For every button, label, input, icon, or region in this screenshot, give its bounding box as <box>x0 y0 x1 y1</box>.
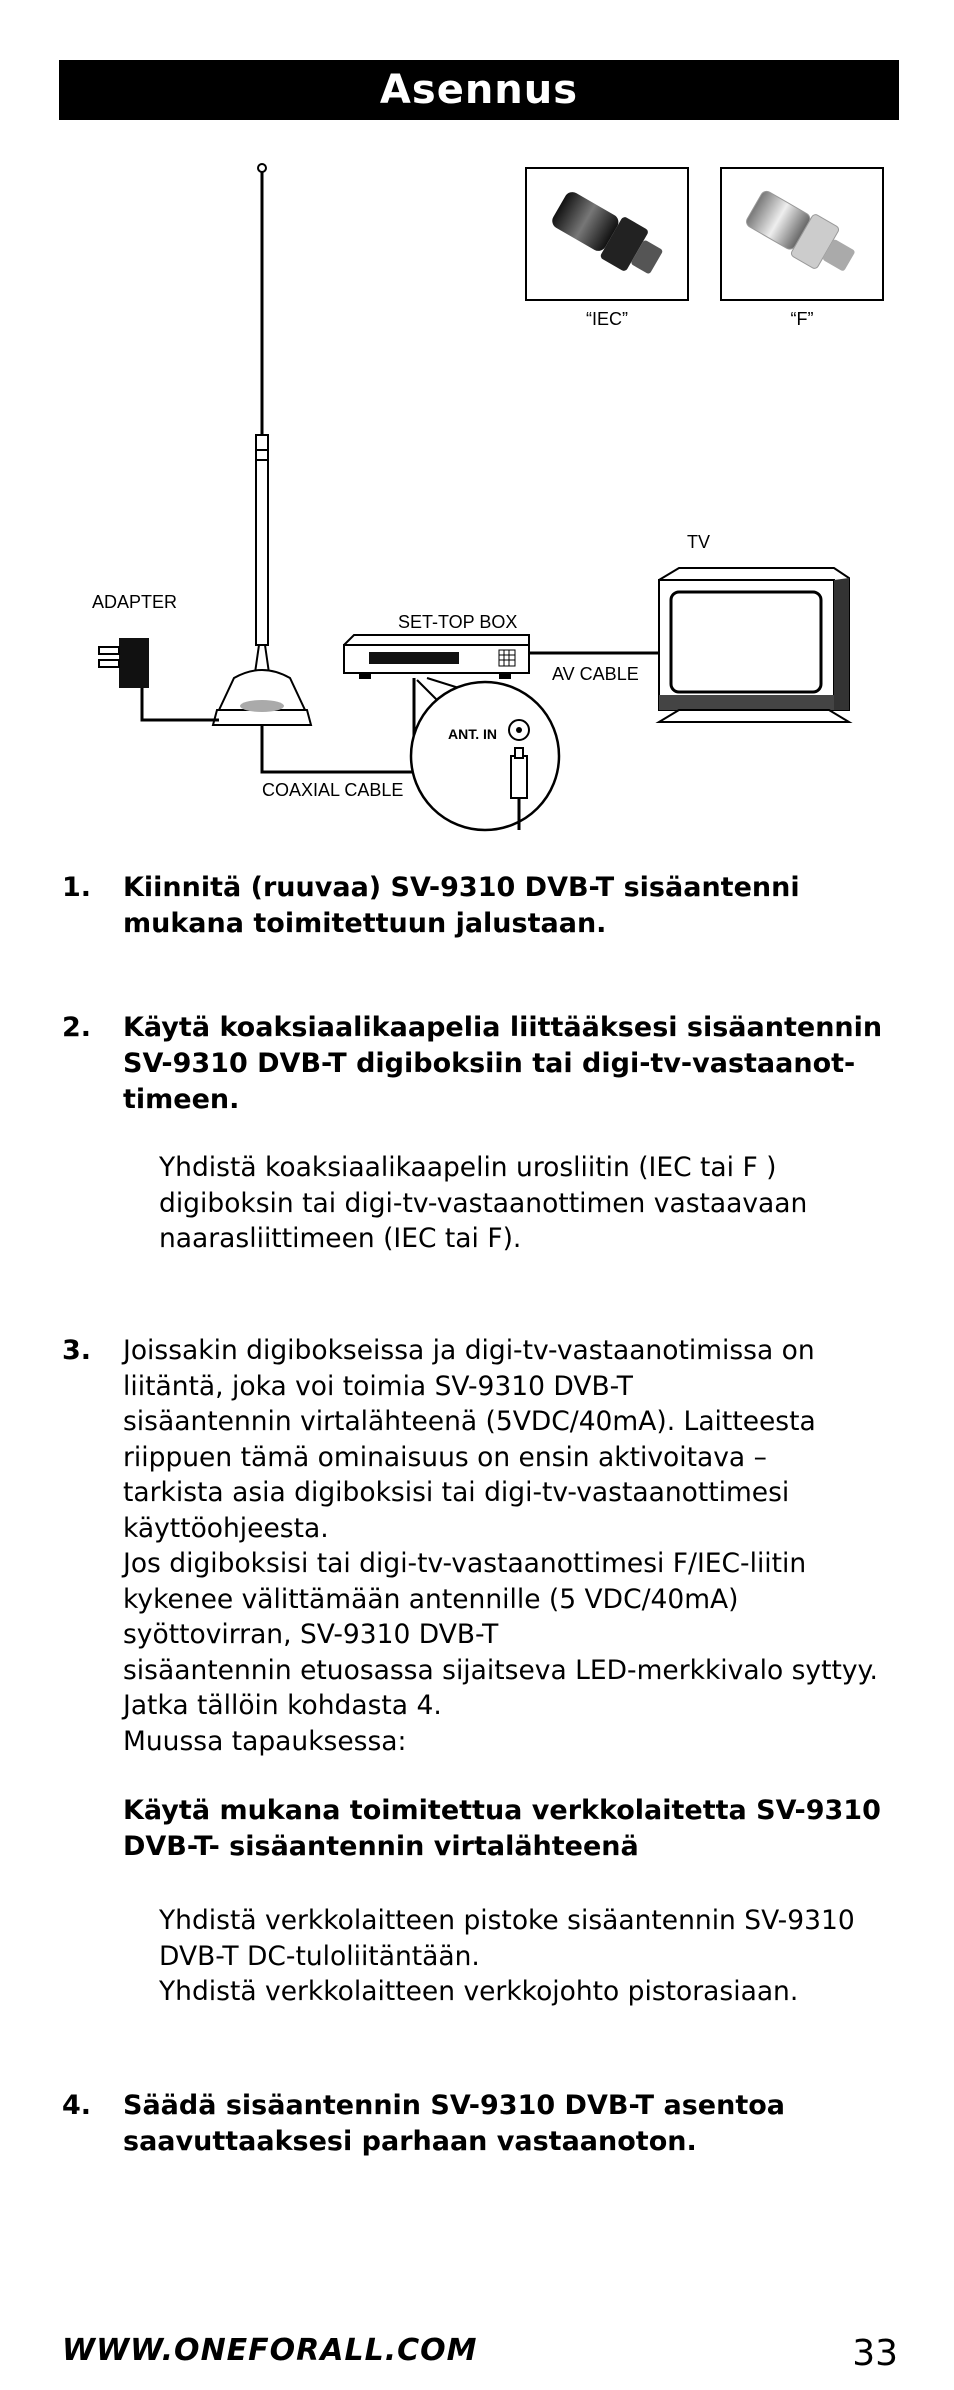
iec-label: “IEC” <box>586 309 628 329</box>
step-instruction: Yhdistä koaksiaalikaapelin urosliitin (IEC tai F ) digiboksin tai digi-tv-vastaanottimen vastaavaan naarasliittimeen (IEC tai F). <box>159 1152 808 1254</box>
ant-in-callout <box>411 678 559 830</box>
iec-connector-image <box>526 168 688 300</box>
set-top-box-label: SET-TOP BOX <box>398 612 518 632</box>
step-heading: Käytä koaksiaalikaapelia liittääksesi sisäantennin SV-9310 DVB-T digiboksiin tai digi-tv-vastaanot-timeen. <box>123 1012 883 1115</box>
tv-label: TV <box>687 532 711 552</box>
f-label: “F” <box>790 309 814 329</box>
step-subheading: Käytä mukana toimitettua verkkolaitetta SV-9310 DVB-T- sisäantennin virtalähteenä <box>123 1795 881 1862</box>
av-cable-label: AV CABLE <box>552 664 639 684</box>
step-instruction: Yhdistä verkkolaitteen pistoke sisäantennin SV-9310 DVB-T DC-tuloliitäntään. Yhdistä verkkolaitteen verkkojohto pistorasiaan. <box>159 1905 855 2007</box>
step-number: 4. <box>62 2090 92 2121</box>
adapter-label: ADAPTER <box>92 592 178 612</box>
step-number: 3. <box>62 1335 92 1366</box>
step-heading: Kiinnitä (ruuvaa) SV-9310 DVB-T sisäantenni mukana toimitettuun jalustaan. <box>123 872 800 939</box>
step-body: Joissakin digibokseissa ja digi-tv-vastaanotimissa on liitäntä, joka voi toimia SV-9310 DVB-T sisäantennin virtalähteenä (5VDC/40mA). Laitteesta riippuen tämä ominaisuus on ensin aktivoitava – tarkista asia digiboksisi tai digi-tv-vastaanottimesi käyttöohjeesta. Jos digiboksisi tai digi-tv-vastaanottimesi F/IEC-liitin kykenee välittämään antennille (5 VDC/40mA) syöttovirran, SV-9310 DVB-T sisäantennin etuosassa sijaitseva LED-merkkivalo syttyy. Jatka tällöin kohdasta 4. Muussa tapauksessa: <box>123 1335 878 1757</box>
page-number: 33 <box>852 2333 898 2374</box>
page-title: Asennus <box>59 60 899 120</box>
set-top-box-image <box>344 635 529 679</box>
step-number: 2. <box>62 1012 92 1043</box>
installation-diagram <box>59 150 899 850</box>
tv-image <box>659 568 849 722</box>
ant-in-label: ANT. IN <box>448 726 497 742</box>
antenna-image <box>213 164 311 725</box>
coaxial-cable-label: COAXIAL CABLE <box>262 780 404 800</box>
footer-url[interactable]: WWW.ONEFORALL.COM <box>62 2333 478 2368</box>
adapter-image <box>99 638 149 688</box>
f-connector-image <box>721 168 883 300</box>
step-number: 1. <box>62 872 92 903</box>
step-heading: Säädä sisäantennin SV-9310 DVB-T asentoa saavuttaaksesi parhaan vastaanoton. <box>123 2090 786 2157</box>
